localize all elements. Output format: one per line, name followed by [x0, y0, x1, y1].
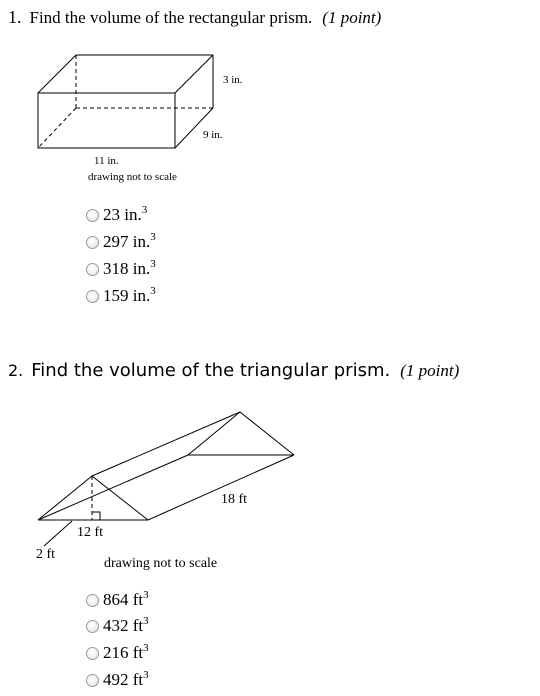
choice-label: 432 $ft^3$ [103, 615, 149, 635]
radio-button[interactable] [86, 209, 99, 222]
prism-edge [38, 55, 76, 93]
question-2-number: 2. [8, 361, 24, 380]
radio-button[interactable] [86, 647, 99, 660]
q2-choice-1[interactable] [86, 588, 149, 612]
q2-choice-4[interactable] [86, 668, 149, 692]
leader-line [44, 521, 72, 546]
choice-label: 864 $ft^3$ [103, 589, 149, 609]
question-1-text: Find the volume of the rectangular prism. [29, 8, 313, 27]
q2-choice-2[interactable] [86, 614, 149, 638]
radio-button[interactable] [86, 290, 99, 303]
q1-choice-4[interactable] [86, 284, 156, 308]
q1-choice-1[interactable] [86, 203, 147, 227]
question-1-number: 1. [8, 7, 22, 27]
prism-edge [38, 476, 92, 520]
choice-label: 159 in.$^3$ [103, 285, 156, 305]
triangular-prism-figure [0, 390, 540, 570]
choice-label: 216 $ft^3$ [103, 642, 149, 662]
prism-front-face [38, 93, 175, 148]
prism-edge [175, 55, 213, 93]
prism-edge [175, 108, 213, 148]
question-2-text: Find the volume of the triangular prism. [31, 360, 391, 381]
choice-label: 297 in.$^3$ [103, 231, 156, 251]
prism-edge [92, 412, 240, 476]
radio-button[interactable] [86, 620, 99, 633]
tri-height-label: 2 ft [36, 547, 56, 562]
prism-depth-label: 9 in. [203, 129, 223, 141]
prism-hidden-edge [38, 108, 76, 148]
prism-edge [240, 412, 294, 455]
question-2-points: (1 point) [400, 361, 460, 380]
radio-button[interactable] [86, 594, 99, 607]
radio-button[interactable] [86, 674, 99, 687]
question-2-header [8, 360, 459, 381]
rectangular-prism-figure [0, 0, 540, 200]
prism-height-label: 3 in. [223, 74, 243, 86]
q1-scale-note: drawing not to scale [88, 171, 177, 183]
q2-scale-note: drawing not to scale [104, 556, 218, 571]
q1-choice-2[interactable] [86, 230, 156, 254]
radio-button[interactable] [86, 236, 99, 249]
choice-label: 318 in.$^3$ [103, 258, 156, 278]
radio-button[interactable] [86, 263, 99, 276]
prism-width-label: 11 in. [94, 155, 119, 167]
choice-label: 492 $ft^3$ [103, 669, 149, 689]
q2-choice-3[interactable] [86, 641, 149, 665]
prism-edge [188, 412, 240, 455]
prism-edge [148, 455, 294, 520]
right-angle-mark [92, 512, 100, 520]
prism-edge [38, 455, 188, 520]
choice-label: 23 in.$^3$ [103, 204, 148, 224]
tri-length-label: 18 ft [221, 492, 248, 507]
tri-base-label: 12 ft [77, 525, 104, 540]
q1-choice-3[interactable] [86, 257, 156, 281]
question-1-points: (1 point) [322, 8, 382, 27]
